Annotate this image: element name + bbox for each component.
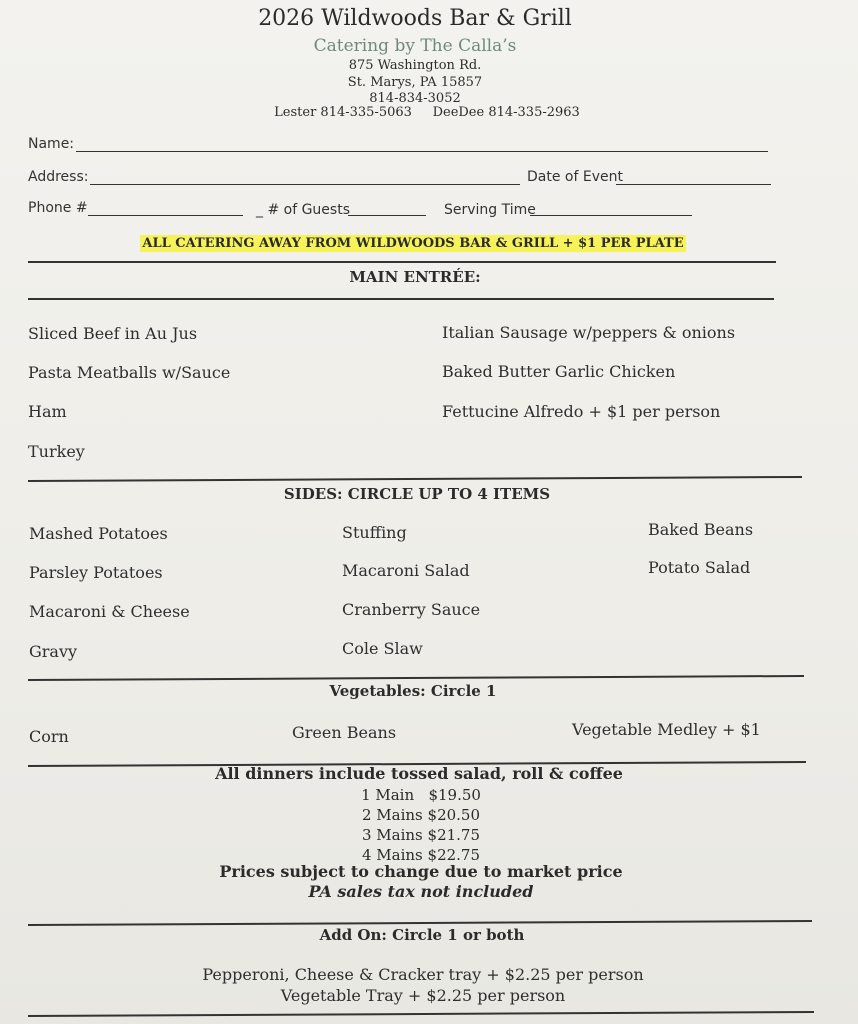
divider: [28, 298, 774, 300]
guests-field[interactable]: [348, 215, 426, 216]
side-item[interactable]: Cole Slaw: [342, 639, 423, 658]
main-entree-heading: MAIN ENTRÉE:: [349, 268, 481, 286]
price-tier: 4 Mains $22.75: [361, 846, 481, 864]
address-label: Address:: [28, 169, 89, 185]
entree-item[interactable]: Turkey: [28, 442, 85, 461]
side-item[interactable]: Cranberry Sauce: [342, 600, 481, 619]
divider: [28, 261, 776, 263]
serving-time-label: Serving Time: [444, 202, 536, 218]
divider: [28, 476, 802, 482]
price-tier: 3 Mains $21.75: [361, 826, 481, 844]
name-field[interactable]: [76, 151, 768, 152]
divider: [28, 675, 804, 681]
sides-heading: SIDES: CIRCLE UP TO 4 ITEMS: [283, 485, 551, 503]
dinner-includes-text: All dinners include tossed salad, roll & coffee: [215, 764, 623, 783]
entree-item[interactable]: Baked Butter Garlic Chicken: [442, 362, 676, 381]
side-item[interactable]: Macaroni Salad: [342, 561, 470, 580]
phone-field[interactable]: [88, 215, 243, 216]
vegetable-item[interactable]: Green Beans: [292, 723, 397, 742]
guests-label: _ # of Guests: [256, 202, 350, 218]
date-of-event-label: Date of Event: [527, 169, 623, 185]
side-item[interactable]: Baked Beans: [648, 520, 754, 539]
price-tier: 2 Mains $20.50: [361, 806, 481, 824]
entree-item[interactable]: Pasta Meatballs w/Sauce: [28, 363, 231, 382]
addon-heading: Add On: Circle 1 or both: [319, 926, 525, 944]
entree-item[interactable]: Italian Sausage w/peppers & onions: [442, 323, 736, 342]
addon-item[interactable]: Vegetable Tray + $2.25 per person: [280, 986, 566, 1005]
sales-tax-note: PA sales tax not included: [308, 882, 534, 901]
city-state-zip: St. Marys, PA 15857: [347, 75, 483, 90]
name-label: Name:: [28, 136, 75, 152]
entree-item[interactable]: Fettucine Alfredo + $1 per person: [442, 402, 721, 421]
side-item[interactable]: Parsley Potatoes: [29, 563, 163, 582]
side-item[interactable]: Potato Salad: [648, 558, 751, 577]
vegetables-heading: Vegetables: Circle 1: [329, 682, 497, 700]
contact-phones: Lester 814-335-5063 DeeDee 814-335-2963: [274, 105, 580, 120]
entree-item[interactable]: Sliced Beef in Au Jus: [28, 324, 198, 343]
side-item[interactable]: Stuffing: [342, 523, 407, 542]
address-field[interactable]: [90, 184, 520, 185]
phone-label: Phone #: [28, 200, 88, 216]
catering-surcharge-notice: ALL CATERING AWAY FROM WILDWOODS BAR & GRILL + $1 PER PLATE: [142, 236, 684, 251]
price-change-note: Prices subject to change due to market price: [219, 862, 623, 881]
vegetable-item[interactable]: Corn: [29, 727, 69, 746]
page-subtitle: Catering by The Calla’s: [313, 36, 517, 56]
price-tier: 1 Main $19.50: [361, 786, 481, 804]
vegetable-item[interactable]: Vegetable Medley + $1: [572, 720, 761, 739]
serving-time-field[interactable]: [530, 215, 692, 216]
side-item[interactable]: Macaroni & Cheese: [29, 602, 190, 621]
divider: [28, 1011, 814, 1017]
addon-item[interactable]: Pepperoni, Cheese & Cracker tray + $2.25 per person: [202, 965, 644, 984]
date-of-event-field[interactable]: [616, 184, 771, 185]
street-address: 875 Washington Rd.: [348, 58, 482, 73]
entree-item[interactable]: Ham: [28, 402, 67, 421]
side-item[interactable]: Gravy: [29, 642, 78, 661]
notice-row: [0, 232, 842, 251]
main-phone: 814-834-3052: [369, 91, 461, 106]
page-title: 2026 Wildwoods Bar & Grill: [258, 6, 572, 31]
side-item[interactable]: Mashed Potatoes: [29, 524, 168, 543]
